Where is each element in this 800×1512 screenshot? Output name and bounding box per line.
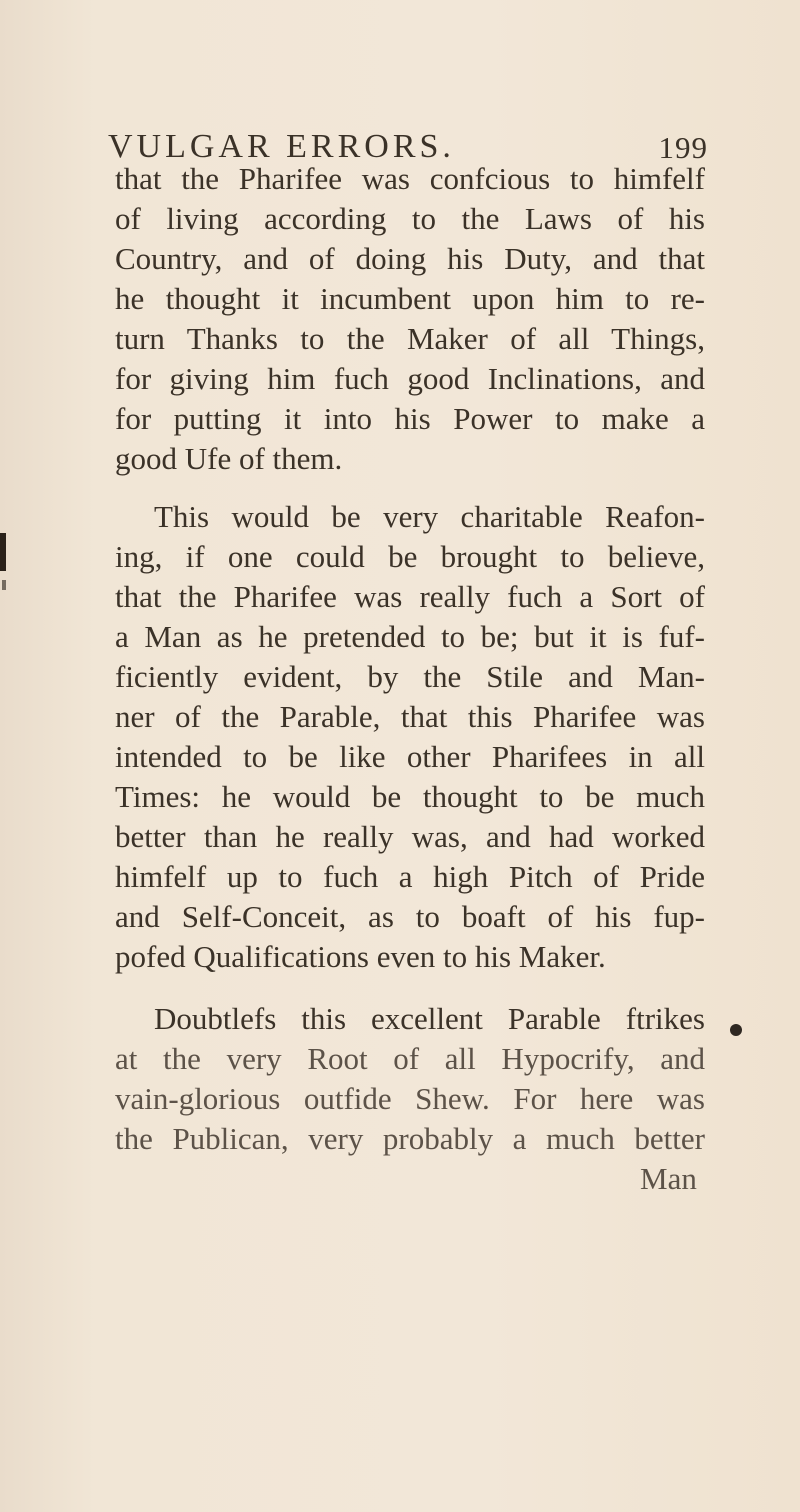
text-line: for putting it into his Power to make a <box>115 401 705 436</box>
text-line: turn Thanks to the Maker of all Things, <box>115 321 705 356</box>
text-line: Doubtlefs this excellent Parable ftrikes <box>154 1001 705 1036</box>
binding-mark <box>0 533 6 571</box>
text-line: a Man as he pretended to be; but it is fuf- <box>115 619 705 654</box>
text-line: ficiently evident, by the Stile and Man- <box>115 659 705 694</box>
text-line: at the very Root of all Hypocrify, and <box>115 1041 705 1076</box>
text-line: good Ufe of them. <box>115 441 343 476</box>
text-line: Country, and of doing his Duty, and that <box>115 241 705 276</box>
text-line: better than he really was, and had worked <box>115 819 705 854</box>
ink-spot <box>730 1024 742 1036</box>
text-line: himfelf up to fuch a high Pitch of Pride <box>115 859 705 894</box>
text-line: ing, if one could be brought to believe, <box>115 539 705 574</box>
text-line: This would be very charitable Reafon- <box>154 499 705 534</box>
text-line: the Publican, very probably a much better <box>115 1121 705 1156</box>
text-line: that the Pharifee was confcious to himfelf <box>115 161 705 196</box>
text-line: vain-glorious outfide Shew. For here was <box>115 1081 705 1116</box>
page-number: 199 <box>658 130 708 165</box>
text-line: ner of the Parable, that this Pharifee was <box>115 699 705 734</box>
catchword: Man <box>640 1161 697 1196</box>
text-line: that the Pharifee was really fuch a Sort of <box>115 579 705 614</box>
running-title: VULGAR ERRORS. <box>108 128 455 165</box>
text-line: of living according to the Laws of his <box>115 201 705 236</box>
text-line: pofed Qualifications even to his Maker. <box>115 939 606 974</box>
text-line: Times: he would be thought to be much <box>115 779 705 814</box>
text-line: he thought it incumbent upon him to re- <box>115 281 705 316</box>
binding-mark <box>2 580 6 590</box>
text-line: for giving him fuch good Inclinations, and <box>115 361 705 396</box>
text-line: intended to be like other Pharifees in all <box>115 739 705 774</box>
text-line: and Self-Conceit, as to boaft of his fup- <box>115 899 705 934</box>
